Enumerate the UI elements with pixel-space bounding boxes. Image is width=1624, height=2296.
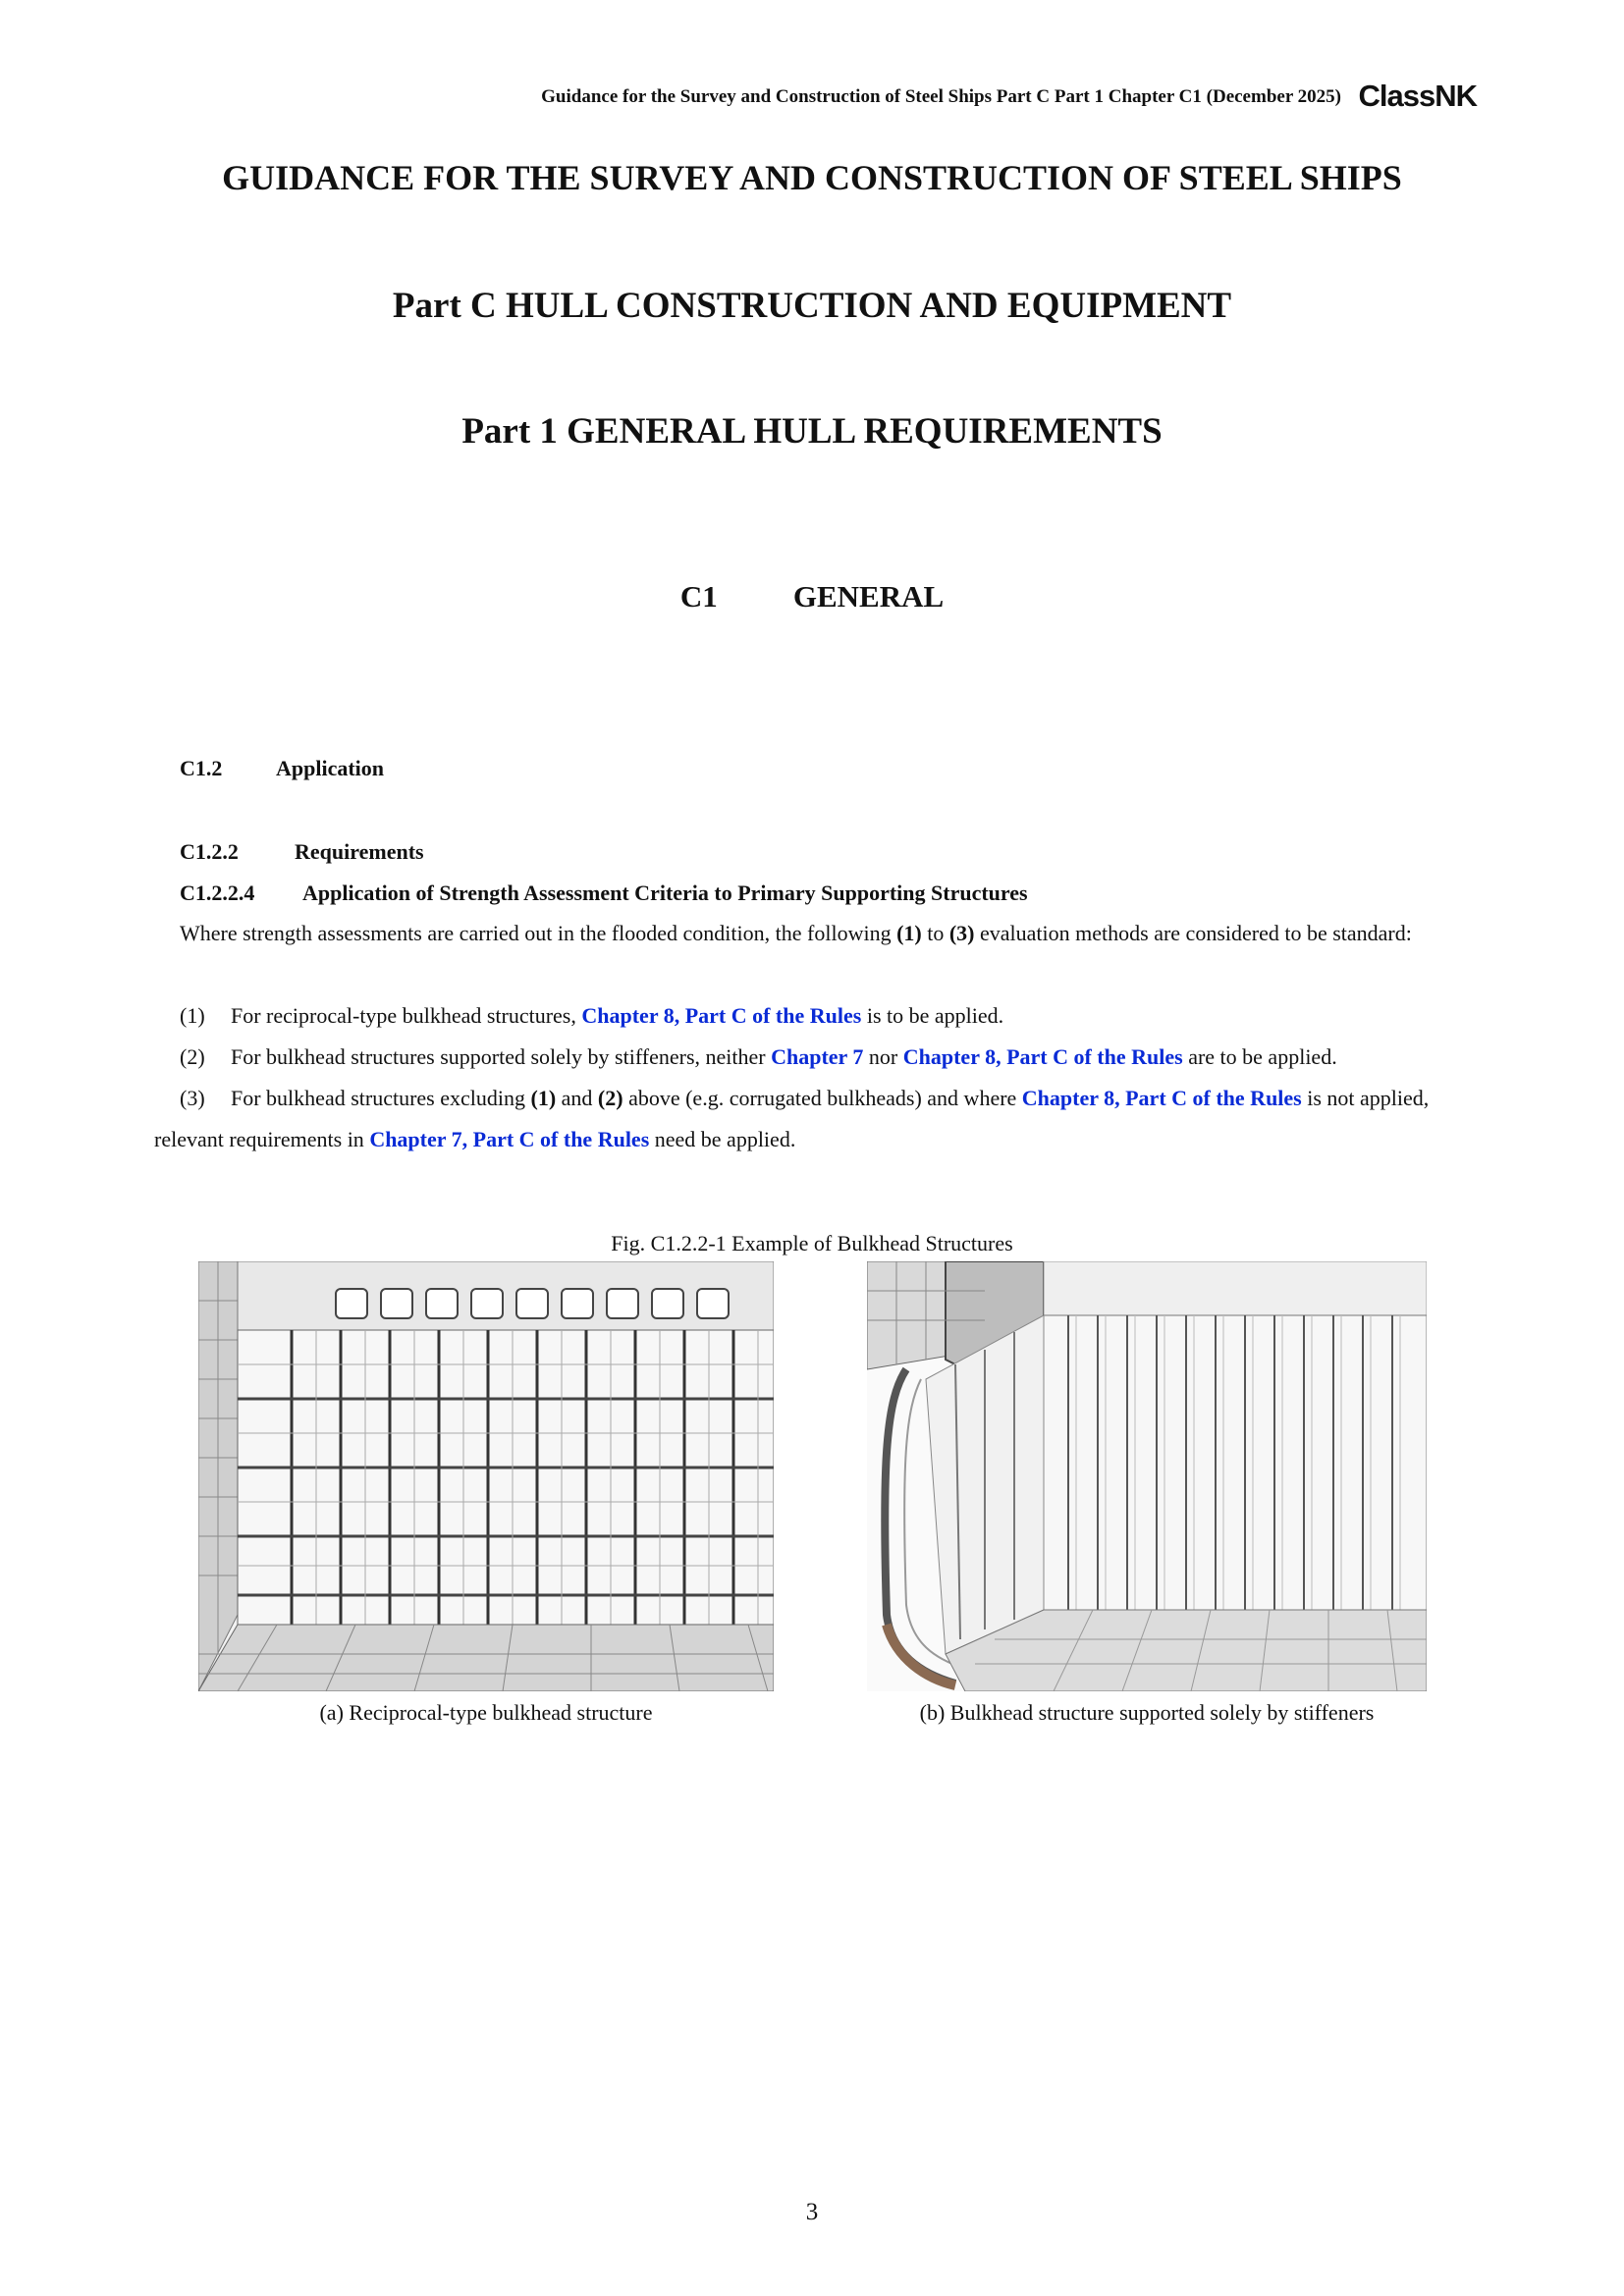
list-ref: (2) bbox=[597, 1086, 623, 1110]
paragraph-heading bbox=[180, 881, 1028, 906]
intro-text: to bbox=[921, 921, 949, 945]
paragraph-number: C1.2.2.4 bbox=[180, 881, 255, 905]
classnk-logo: ClassNK bbox=[1358, 79, 1477, 113]
intro-ref-1: (1) bbox=[896, 921, 922, 945]
rules-link[interactable]: Chapter 8, Part C of the Rules bbox=[1021, 1086, 1302, 1110]
list-item-text: nor bbox=[863, 1044, 903, 1069]
subsection-number: C1.2.2 bbox=[180, 839, 239, 864]
list-item-text: and bbox=[556, 1086, 598, 1110]
rules-link[interactable]: Chapter 8, Part C of the Rules bbox=[902, 1044, 1183, 1069]
running-header: Guidance for the Survey and Construction of Steel Ships Part C Part 1 Chapter C1 (December 2025) bbox=[541, 86, 1341, 107]
intro-paragraph bbox=[154, 913, 1480, 954]
page-number: 3 bbox=[805, 2199, 819, 2225]
list-item-text: For bulkhead structures supported solely by stiffeners, neither bbox=[231, 1044, 772, 1069]
list-item-text: For reciprocal-type bulkhead structures, bbox=[231, 1003, 582, 1028]
section-title: Application bbox=[276, 756, 385, 780]
chapter-number: C1 bbox=[679, 579, 718, 614]
paragraph-title: Application of Strength Assessment Criteria to Primary Supporting Structures bbox=[302, 881, 1028, 905]
intro-text: evaluation methods are considered to be standard: bbox=[974, 921, 1412, 945]
figure-b-caption: (b) Bulkhead structure supported solely by stiffeners bbox=[919, 1700, 1375, 1725]
list-item bbox=[154, 995, 1480, 1037]
subsection-title: Requirements bbox=[295, 839, 424, 864]
intro-text: Where strength assessments are carried out in the flooded condition, the following bbox=[180, 921, 897, 945]
chapter-heading bbox=[0, 579, 1624, 614]
document-title: GUIDANCE FOR THE SURVEY AND CONSTRUCTION OF STEEL SHIPS bbox=[222, 158, 1402, 197]
figure-b-bulkhead-image bbox=[867, 1261, 1427, 1691]
list-item-text: is to be applied. bbox=[861, 1003, 1004, 1028]
list-item-text: need be applied. bbox=[649, 1127, 796, 1151]
rules-link[interactable]: Chapter 7, Part C of the Rules bbox=[369, 1127, 650, 1151]
chapter-title: GENERAL bbox=[792, 579, 945, 614]
figure-caption: Fig. C1.2.2-1 Example of Bulkhead Structures bbox=[611, 1231, 1013, 1255]
list-item-text: For bulkhead structures excluding bbox=[231, 1086, 531, 1110]
figure-a-caption: (a) Reciprocal-type bulkhead structure bbox=[319, 1700, 653, 1725]
list-item-number: (3) bbox=[180, 1086, 205, 1110]
list-item-text: are to be applied. bbox=[1182, 1044, 1337, 1069]
list-item-text: above (e.g. corrugated bulkheads) and where bbox=[623, 1086, 1022, 1110]
subpart-title: Part 1 GENERAL HULL REQUIREMENTS bbox=[461, 411, 1163, 452]
list-item-number: (2) bbox=[180, 1044, 205, 1069]
part-title: Part C HULL CONSTRUCTION AND EQUIPMENT bbox=[392, 286, 1232, 326]
rules-link[interactable]: Chapter 7 bbox=[771, 1044, 864, 1069]
list-ref: (1) bbox=[530, 1086, 557, 1110]
intro-ref-3: (3) bbox=[948, 921, 975, 945]
list-item bbox=[154, 1078, 1480, 1160]
section-number: C1.2 bbox=[180, 756, 223, 780]
list-item-text: is not applied, relevant requirements in bbox=[154, 1086, 1430, 1151]
list-item-number: (1) bbox=[180, 1003, 205, 1028]
list-item bbox=[154, 1037, 1480, 1078]
section-heading bbox=[180, 756, 384, 781]
subsection-heading bbox=[180, 839, 424, 865]
rules-link[interactable]: Chapter 8, Part C of the Rules bbox=[581, 1003, 862, 1028]
figure-a-bulkhead-image bbox=[198, 1261, 774, 1691]
